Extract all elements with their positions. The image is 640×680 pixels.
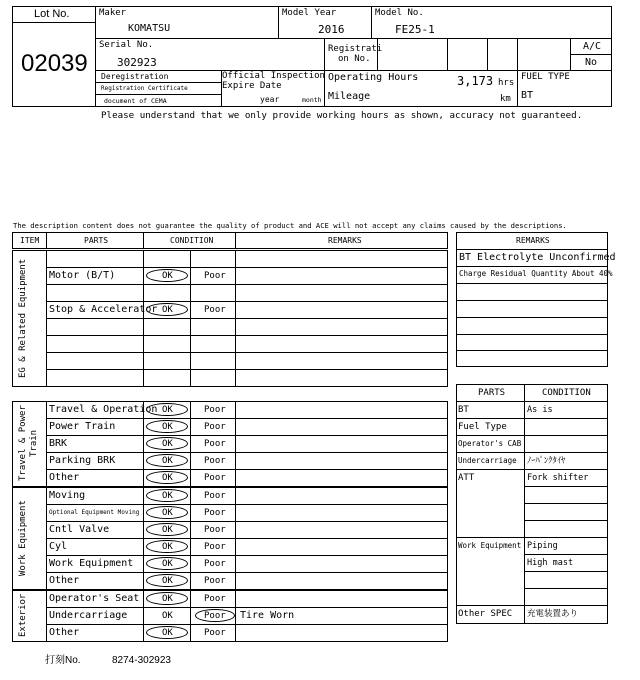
ok-circle-mark (146, 420, 188, 433)
part-label: Other (49, 627, 80, 638)
ok-circle-mark (146, 303, 188, 316)
serial-label: Serial No. (99, 40, 154, 50)
group-label: EG & Related Equipment (18, 258, 28, 378)
serial-value: 302923 (117, 56, 157, 69)
poor-label: Poor (204, 611, 226, 621)
operating-hours-label: Operating Hours (328, 72, 419, 83)
parts-row-condition: ﾉｰﾊﾟﾝｸﾀｲﾔ (527, 456, 566, 466)
poor-label: Poor (204, 542, 226, 552)
ac-value: No (585, 57, 598, 68)
group-label: Work Equipment (18, 500, 28, 576)
poor-label: Poor (204, 405, 226, 415)
ok-label: OK (162, 422, 173, 432)
poor-label: Poor (204, 594, 226, 604)
fuel-type-value: BT (521, 90, 534, 101)
year-label: year (260, 95, 280, 104)
poor-label: Poor (204, 271, 226, 281)
table-row (46, 624, 448, 641)
parts-row-label: ATT (458, 473, 475, 483)
deregistration-label: Deregistration (101, 72, 169, 81)
ok-circle-mark (146, 574, 188, 587)
part-label: Moving (49, 490, 86, 501)
part-label: Stop & Accelerator (49, 304, 158, 315)
poor-label: Poor (204, 473, 226, 483)
km-label: km (500, 94, 511, 104)
parts-row-condition: Piping (527, 541, 558, 551)
table-row (46, 352, 448, 369)
ok-label: OK (162, 525, 173, 535)
remark-line: Charge Residual Quantity About 40% (459, 268, 613, 278)
ok-circle-mark (146, 454, 188, 467)
ok-circle-mark (146, 592, 188, 605)
maker-value: KOMATSU (128, 23, 171, 34)
parts-row-condition: 充電装置あり (527, 609, 579, 619)
part-label: Parking BRK (49, 455, 116, 466)
ok-circle-mark (146, 269, 188, 282)
poor-label: Poor (204, 508, 226, 518)
ok-circle-mark (146, 403, 188, 416)
parts-header: PARTS (84, 236, 109, 245)
model-year-label: Model Year (282, 8, 337, 18)
parts-row-condition: Fork shifter (527, 473, 589, 483)
ok-label: OK (162, 611, 173, 621)
part-label: Other (49, 575, 80, 586)
hrs-label: hrs (498, 78, 515, 88)
lot-label: Lot No. (34, 8, 70, 20)
ok-circle-mark (146, 557, 188, 570)
table-row (46, 538, 448, 555)
maker-label: Maker (99, 8, 127, 18)
ok-label: OK (162, 456, 173, 466)
table-row (46, 435, 448, 452)
model-no-label: Model No. (375, 8, 424, 18)
model-no-value: FE25-1 (395, 23, 435, 36)
poor-label: Poor (204, 559, 226, 569)
poor-label: Poor (204, 491, 226, 501)
month-label: month (302, 96, 322, 104)
registration-label-2: on No. (338, 54, 371, 64)
remark-line: BT Electrolyte Unconfirmed (459, 252, 616, 263)
disclaimer-text: The description content does not guarantee the quality of product and ACE will not accept any claims caused by the descriptions. (13, 221, 567, 230)
table-row (46, 572, 448, 589)
ok-label: OK (162, 491, 173, 501)
ok-label: OK (162, 576, 173, 586)
poor-label: Poor (204, 576, 226, 586)
poor-circle-mark (195, 609, 235, 622)
ok-label: OK (162, 271, 173, 281)
ok-label: OK (162, 305, 173, 315)
remarks-title: REMARKS (516, 236, 550, 245)
parts-row-condition: High mast (527, 558, 574, 568)
poor-label: Poor (204, 439, 226, 449)
parts-row-label: Operator's CAB (458, 439, 522, 448)
ok-circle-mark (146, 626, 188, 639)
official-inspection-label: Official Inspection (222, 71, 325, 81)
stamp-number: 8274-302923 (112, 655, 171, 666)
part-label: Operator's Seat (49, 593, 140, 604)
part-label: Work Equipment (49, 558, 134, 569)
parts-col-header: PARTS (478, 388, 506, 398)
group-label: Travel & Power Train (18, 405, 39, 482)
table-row (46, 250, 448, 267)
poor-label: Poor (204, 628, 226, 638)
parts-row-label: Undercarriage (458, 456, 517, 465)
part-label: Undercarriage (49, 610, 128, 621)
ac-label: A/C (583, 41, 602, 52)
ok-label: OK (162, 439, 173, 449)
accuracy-notice: Please understand that we only provide working hours as shown, accuracy not guaranteed. (101, 110, 583, 121)
part-label: Travel & Operation (49, 404, 158, 415)
part-label: Cyl (49, 541, 68, 552)
parts-row-label: Work Equipment (458, 541, 522, 550)
parts-row-condition: As is (527, 405, 553, 415)
ok-label: OK (162, 559, 173, 569)
poor-label: Poor (204, 525, 226, 535)
part-label: Optional Equipment Moving (49, 509, 140, 516)
parts-row-label: BT (458, 405, 469, 415)
ok-circle-mark (146, 506, 188, 519)
ok-circle-mark (146, 437, 188, 450)
ok-label: OK (162, 628, 173, 638)
cema-label: document of CEMA (104, 97, 167, 105)
model-year-value: 2016 (318, 23, 345, 36)
ok-label: OK (162, 508, 173, 518)
ok-circle-mark (146, 540, 188, 553)
ok-circle-mark (146, 523, 188, 536)
table-row (46, 284, 448, 301)
remarks-header: REMARKS (328, 236, 362, 245)
table-row (46, 335, 448, 352)
condition-col-header: CONDITION (542, 388, 591, 398)
item-header: ITEM (20, 236, 40, 245)
expire-date-label: Expire Date (222, 81, 282, 91)
ok-label: OK (162, 542, 173, 552)
table-row (46, 369, 448, 386)
table-row (46, 487, 448, 504)
registration-certificate-label: Registration Certificate (101, 85, 188, 92)
part-label: Cntl Valve (49, 524, 110, 535)
poor-label: Poor (204, 422, 226, 432)
ok-circle-mark (146, 489, 188, 502)
table-row (46, 318, 448, 335)
table-row (46, 469, 448, 486)
ok-label: OK (162, 594, 173, 604)
part-label: Power Train (49, 421, 116, 432)
ok-label: OK (162, 473, 173, 483)
condition-header: CONDITION (170, 236, 214, 245)
lot-number: 02039 (21, 50, 88, 77)
part-label: Motor (B/T) (49, 270, 116, 281)
poor-label: Poor (204, 305, 226, 315)
part-label: Other (49, 472, 80, 483)
poor-label: Poor (204, 456, 226, 466)
ok-label: OK (162, 405, 173, 415)
remark-text: Tire Worn (240, 610, 295, 621)
stamp-label: 打刻No. (45, 655, 81, 666)
operating-hours-value: 3,173 (457, 74, 494, 88)
part-label: BRK (49, 438, 68, 449)
parts-row-label: Other SPEC (458, 609, 513, 619)
mileage-label: Mileage (328, 91, 371, 102)
registration-label: Registrati (328, 44, 383, 54)
ok-circle-mark (146, 471, 188, 484)
parts-row-label: Fuel Type (458, 422, 507, 432)
fuel-type-label: FUEL TYPE (521, 72, 570, 82)
group-label: Exterior (18, 593, 28, 638)
